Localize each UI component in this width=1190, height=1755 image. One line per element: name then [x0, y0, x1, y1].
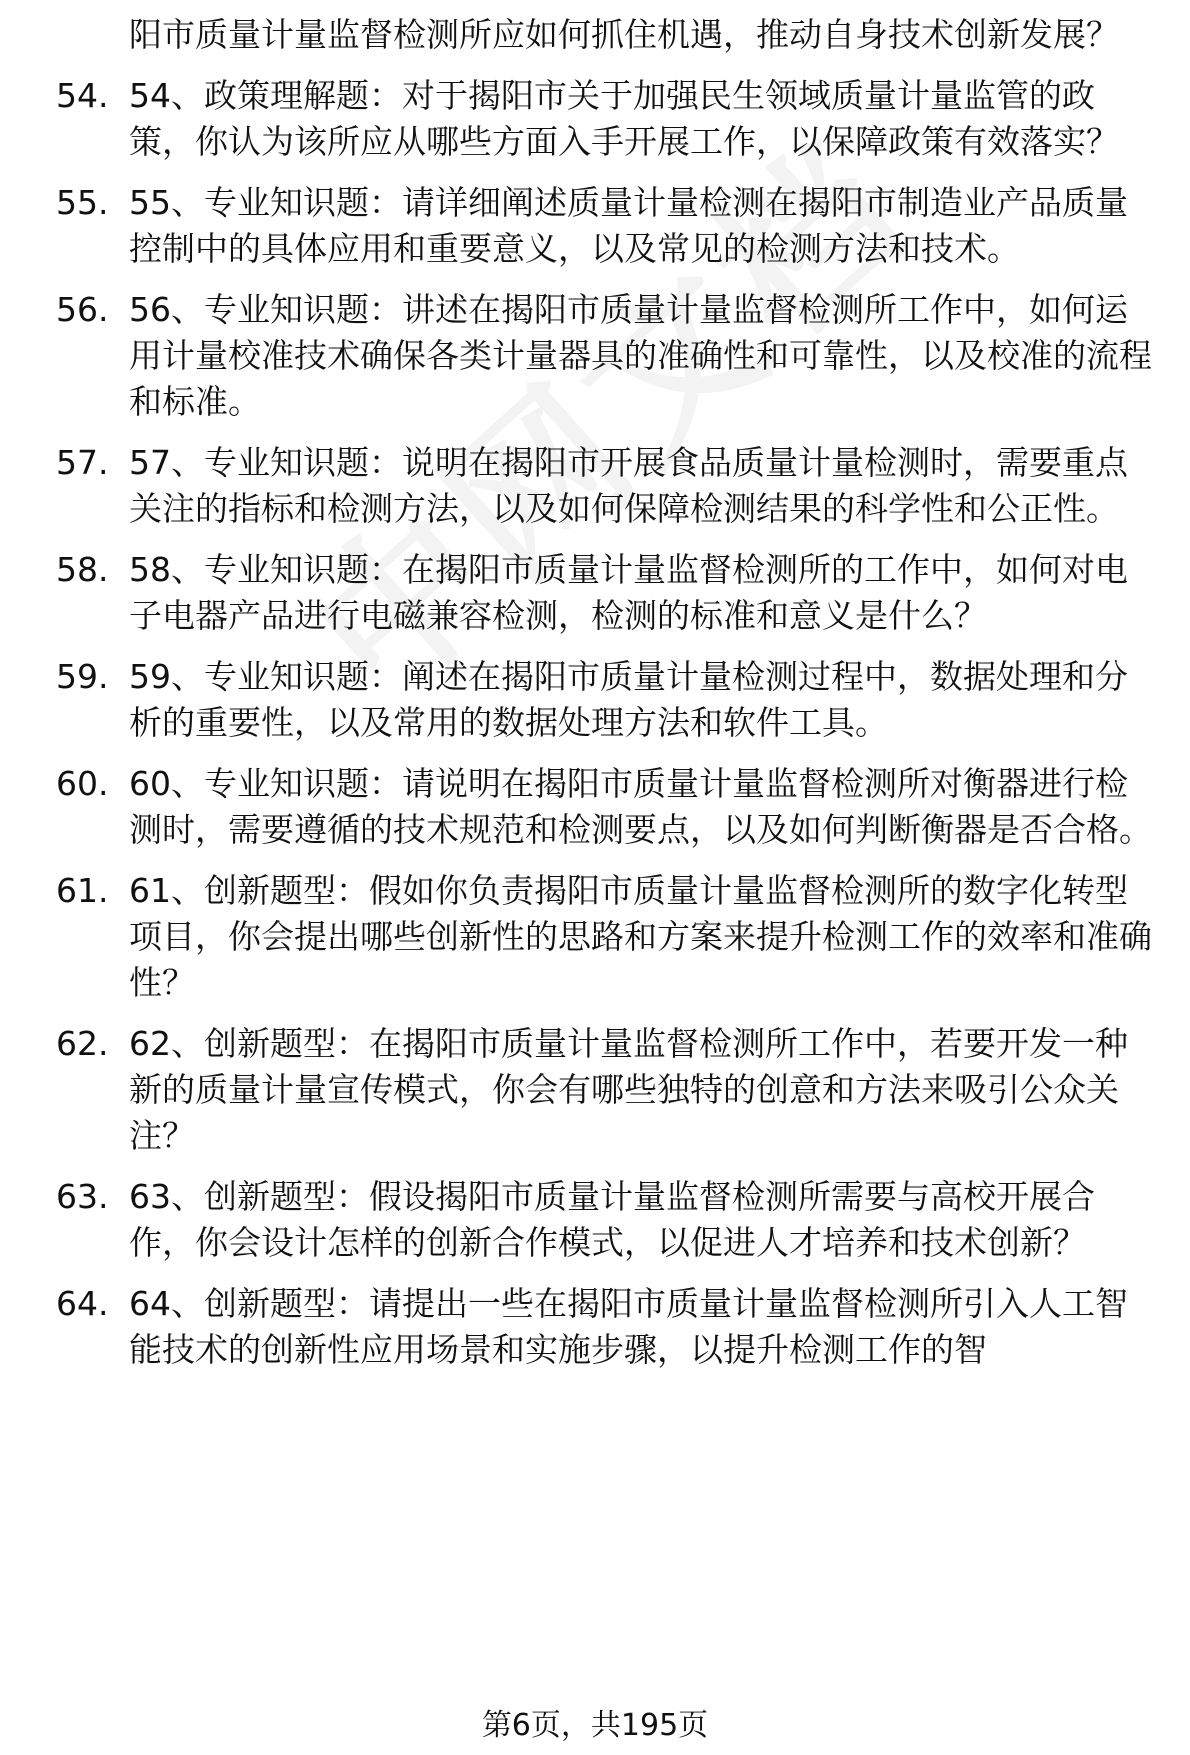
- list-item: [56, 1021, 1156, 1159]
- list-item: [56, 1281, 1156, 1373]
- item-number: 54.: [56, 76, 109, 115]
- item-number: 61.: [56, 871, 109, 910]
- list-item: [56, 761, 1156, 853]
- item-number: 60.: [56, 764, 109, 803]
- item-number: 56.: [56, 290, 109, 329]
- list-item: [56, 180, 1156, 272]
- continuation-text: 阳市质量计量监督检测所应如何抓住机遇，推动自身技术创新发展？: [129, 15, 1119, 54]
- item-text: 61、创新题型：假如你负责揭阳市质量计量监督检测所的数字化转型项目，你会提出哪些创新性的思路和方案来提升检测工作的效率和准确性？: [129, 871, 1152, 1002]
- item-number: 64.: [56, 1284, 109, 1323]
- page-footer: 第6页，共195页: [481, 1708, 709, 1743]
- list-item: [56, 547, 1156, 639]
- item-number: 58.: [56, 550, 109, 589]
- list-item: [56, 287, 1156, 425]
- item-text: 59、专业知识题：阐述在揭阳市质量计量检测过程中，数据处理和分析的重要性，以及常用的数据处理方法和软件工具。: [129, 657, 1128, 742]
- item-number: 57.: [56, 443, 109, 482]
- item-text: 60、专业知识题：请说明在揭阳市质量计量监督检测所对衡器进行检测时，需要遵循的技术规范和检测要点，以及如何判断衡器是否合格。: [129, 764, 1152, 849]
- question-list: [56, 12, 1156, 1388]
- item-text: 58、专业知识题：在揭阳市质量计量监督检测所的工作中，如何对电子电器产品进行电磁兼容检测，检测的标准和意义是什么？: [129, 550, 1128, 635]
- item-text: 55、专业知识题：请详细阐述质量计量检测在揭阳市制造业产品质量控制中的具体应用和重要意义，以及常见的检测方法和技术。: [129, 183, 1128, 268]
- item-text: 56、专业知识题：讲述在揭阳市质量计量监督检测所工作中，如何运用计量校准技术确保各类计量器具的准确性和可靠性，以及校准的流程和标准。: [129, 290, 1152, 421]
- item-text: 64、创新题型：请提出一些在揭阳市质量计量监督检测所引入人工智能技术的创新性应用场景和实施步骤，以提升检测工作的智: [129, 1284, 1128, 1369]
- list-item: [56, 654, 1156, 746]
- list-item: [56, 1174, 1156, 1266]
- list-item: [56, 440, 1156, 532]
- item-number: 63.: [56, 1177, 109, 1216]
- item-number: 59.: [56, 657, 109, 696]
- list-item: [56, 868, 1156, 1006]
- item-text: 63、创新题型：假设揭阳市质量计量监督检测所需要与高校开展合作，你会设计怎样的创新合作模式，以促进人才培养和技术创新？: [129, 1177, 1095, 1262]
- item-number: 62.: [56, 1024, 109, 1063]
- item-text: 54、政策理解题：对于揭阳市关于加强民生领域质量计量监管的政策，你认为该所应从哪些方面入手开展工作，以保障政策有效落实？: [129, 76, 1119, 161]
- item-text: 62、创新题型：在揭阳市质量计量监督检测所工作中，若要开发一种新的质量计量宣传模式，你会有哪些独特的创意和方法来吸引公众关注？: [129, 1024, 1128, 1155]
- item-number: 55.: [56, 183, 109, 222]
- item-text: 57、专业知识题：说明在揭阳市开展食品质量计量检测时，需要重点关注的指标和检测方法，以及如何保障检测结果的科学性和公正性。: [129, 443, 1128, 528]
- list-item: [56, 73, 1156, 165]
